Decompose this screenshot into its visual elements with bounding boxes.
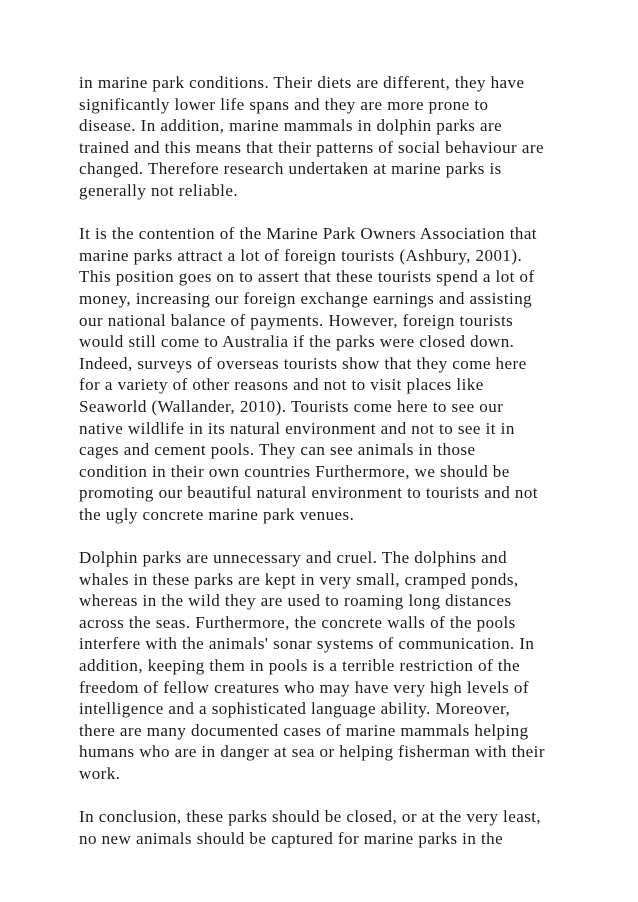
text-line: cages and cement pools. They can see animals in those <box>79 440 476 460</box>
text-line: native wildlife in its natural environment and not to see it in <box>79 418 515 438</box>
text-line: Indeed, surveys of overseas tourists show that they come here <box>79 353 527 373</box>
document-body <box>79 72 579 871</box>
text-line: in marine park conditions. Their diets are different, they have <box>79 73 525 92</box>
text-line: for a variety of other reasons and not to visit places like <box>79 375 484 395</box>
paragraph <box>79 806 579 849</box>
text-line: work. <box>79 764 121 783</box>
text-line: changed. Therefore research undertaken at marine parks is <box>79 159 502 179</box>
text-line: humans who are in danger at sea or helping fisherman with their <box>79 742 545 762</box>
text-line: freedom of fellow creatures who may have very high levels of <box>79 677 529 697</box>
text-line: would still come to Australia if the parks were closed down. <box>79 332 515 352</box>
text-line: generally not reliable. <box>79 180 239 200</box>
text-line: no new animals should be captured for marine parks in the <box>79 828 504 848</box>
text-line: disease. In addition, marine mammals in dolphin parks are <box>79 116 503 136</box>
text-line: whales in these parks are kept in very small, cramped ponds, <box>79 569 519 589</box>
text-line: money, increasing our foreign exchange earnings and assisting <box>79 288 533 308</box>
text-line: there are many documented cases of marine mammals helping <box>79 720 529 740</box>
text-line: our national balance of payments. However, foreign tourists <box>79 310 514 330</box>
text-line: It is the contention of the Marine Park Owners Association that <box>79 224 537 244</box>
paragraph <box>79 223 579 525</box>
text-line: trained and this means that their patterns of social behaviour are <box>79 137 544 157</box>
text-line: In conclusion, these parks should be closed, or at the very least, <box>79 807 542 827</box>
text-line: addition, keeping them in pools is a terrible restriction of the <box>79 656 520 676</box>
paragraph <box>79 547 579 785</box>
text-line: marine parks attract a lot of foreign tourists (Ashbury, 2001). <box>79 245 523 265</box>
text-line: Dolphin parks are unnecessary and cruel. The dolphins and <box>79 548 508 568</box>
text-line: intelligence and a sophisticated language ability. Moreover, <box>79 699 511 719</box>
text-line: condition in their own countries Furthermore, we should be <box>79 461 510 481</box>
text-line: promoting our beautiful natural environment to tourists and not <box>79 483 538 503</box>
text-line: significantly lower life spans and they are more prone to <box>79 94 489 114</box>
text-line: the ugly concrete marine park venues. <box>79 504 355 524</box>
text-line: This position goes on to assert that these tourists spend a lot of <box>79 267 535 287</box>
text-line: across the seas. Furthermore, the concrete walls of the pools <box>79 612 516 632</box>
text-line: Seaworld (Wallander, 2010). Tourists come here to see our <box>79 396 504 416</box>
text-line: interfere with the animals' sonar systems of communication. In <box>79 634 535 654</box>
paragraph <box>79 72 579 202</box>
text-line: whereas in the wild they are used to roaming long distances <box>79 591 512 611</box>
